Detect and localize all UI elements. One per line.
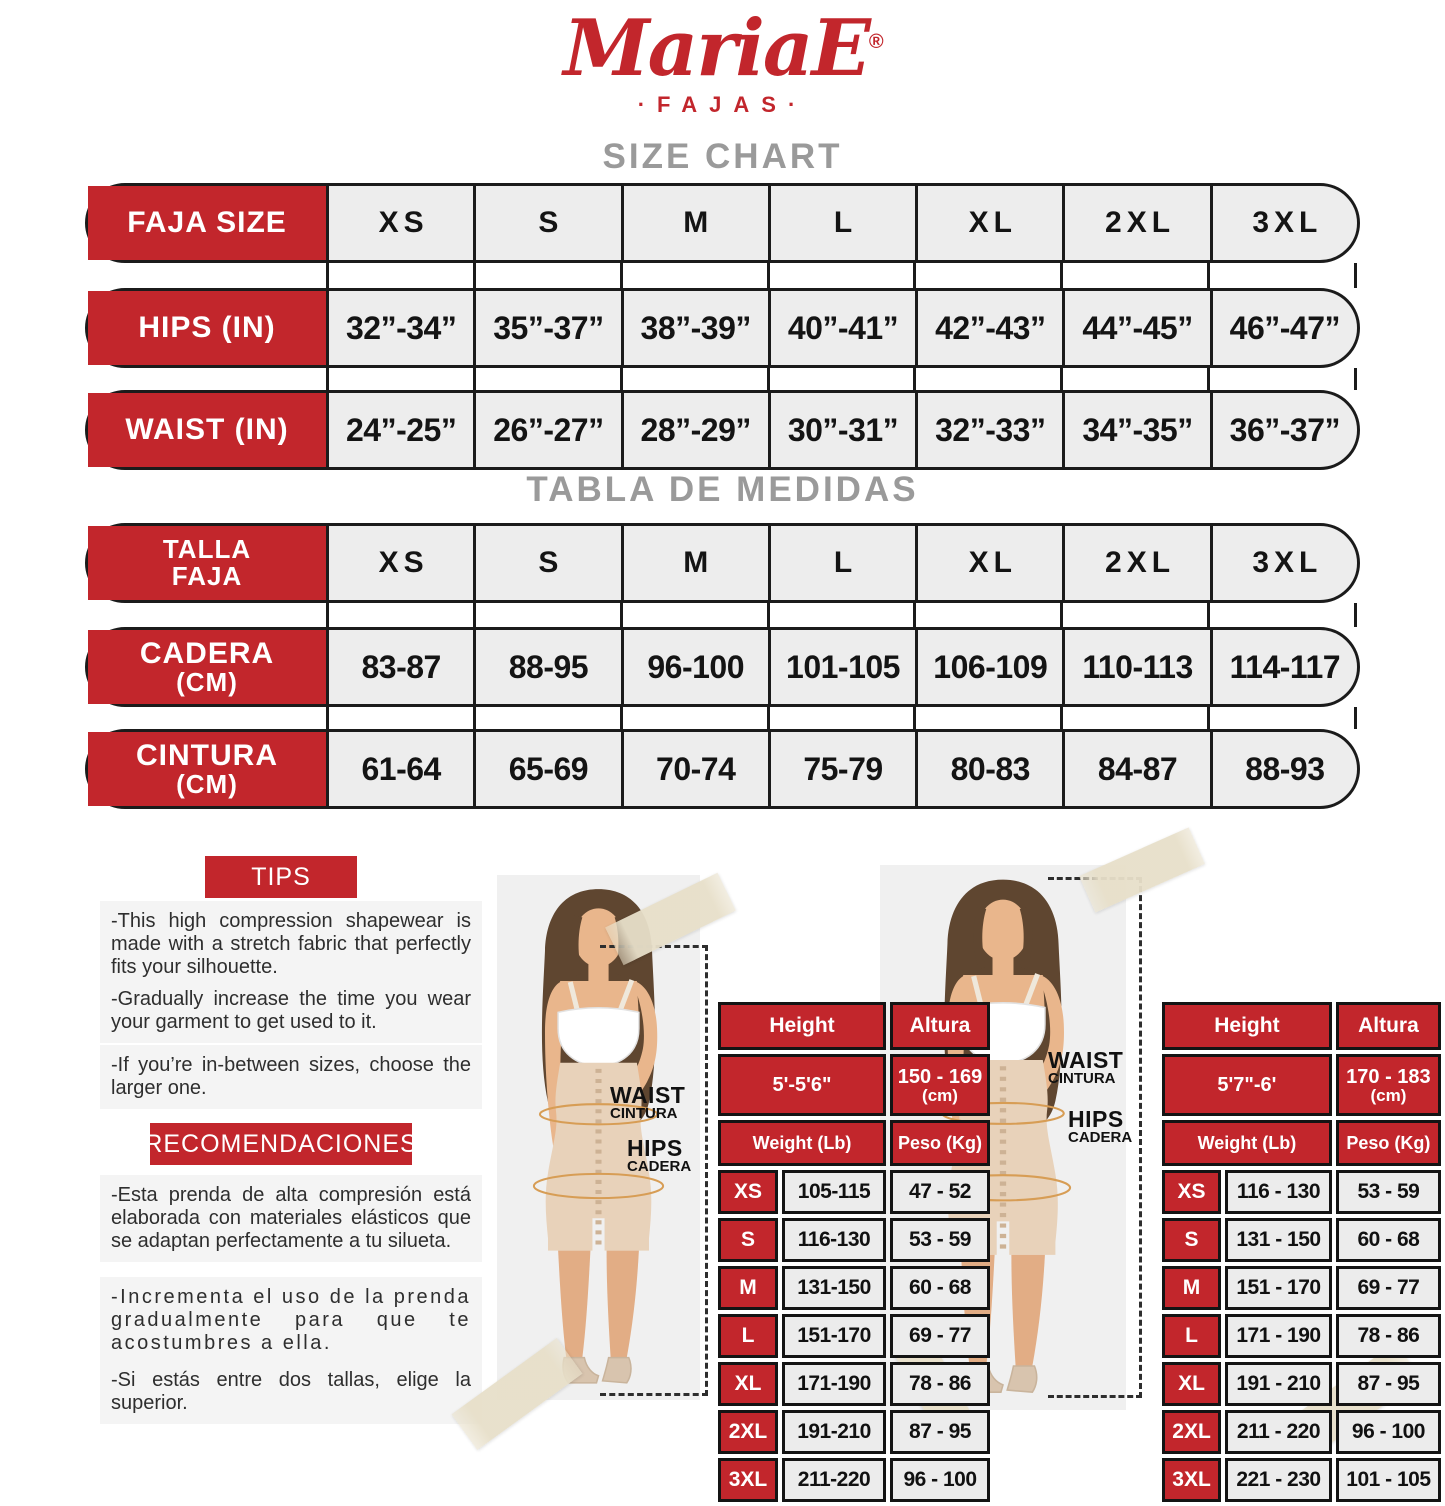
waist-row [85,390,1360,470]
value-cell: 32”-33” [915,393,1062,467]
size-cell: XL [915,186,1062,260]
dashed-frame [600,945,708,1396]
value-cell: 106-109 [915,630,1062,704]
value-cell: 38”-39” [621,291,768,365]
weight-table-tall [1158,998,1445,1506]
size-cell: L [1162,1314,1221,1358]
tabla-heading: TABLA DE MEDIDAS [526,470,919,509]
cintura-label [88,732,326,806]
size-cell: 2XL [1062,526,1209,600]
value-cell: 24”-25” [326,393,473,467]
hips-label: HIPS (IN) [88,291,326,365]
weight-table-short [714,998,994,1506]
kg-cell: 96 - 100 [1336,1410,1441,1454]
faja-size-row [85,183,1360,263]
waist-callout-en: WAIST [610,1082,686,1108]
size-cell: XS [326,186,473,260]
value-cell: 96-100 [621,630,768,704]
value-cell: 28”-29” [621,393,768,467]
size-cell: S [718,1218,778,1262]
kg-cell: 78 - 86 [1336,1314,1441,1358]
size-cell: S [473,526,620,600]
value-cell: 42”-43” [915,291,1062,365]
lb-cell: 116-130 [782,1218,886,1262]
waist-callout-es: CINTURA [1048,1069,1116,1087]
recommendation-item: -Incrementa el uso de la prenda gradualmente para que te acostumbres a ella. [100,1277,482,1364]
altura-range [1336,1054,1441,1116]
altura-range [890,1054,990,1116]
table-connector [326,707,1357,729]
value-cell: 83-87 [326,630,473,704]
size-cell: XS [326,526,473,600]
size-cell: M [621,186,768,260]
peso-kg-header: Peso (Kg) [890,1120,990,1166]
brand-name [0,3,1445,94]
height-header: Height [1162,1002,1332,1050]
lb-cell: 131 - 150 [1225,1218,1332,1262]
cadera-label-line1: CADERA [139,636,275,670]
lb-cell: 191 - 210 [1225,1362,1332,1406]
kg-cell: 87 - 95 [1336,1362,1441,1406]
cadera-row [85,627,1360,707]
hips-callout-en: HIPS [1068,1106,1124,1132]
size-cell: S [473,186,620,260]
lb-cell: 171 - 190 [1225,1314,1332,1358]
talla-faja-row [85,523,1360,603]
weight-lb-header: Weight (Lb) [1162,1120,1332,1166]
cintura-row [85,729,1360,809]
value-cell: 40”-41” [768,291,915,365]
lb-cell: 211 - 220 [1225,1410,1332,1454]
size-cell: XS [718,1170,778,1214]
size-cell: L [718,1314,778,1358]
cadera-label-line2: (CM) [176,667,238,698]
brand-logo [0,3,1445,118]
altura-range-unit: (cm) [922,1085,958,1105]
faja-size-label: FAJA SIZE [88,186,326,260]
value-cell: 101-105 [768,630,915,704]
weight-lb-header: Weight (Lb) [718,1120,886,1166]
height-range: 5'7"-6' [1162,1054,1332,1116]
lb-cell: 191-210 [782,1410,886,1454]
lb-cell: 221 - 230 [1225,1458,1332,1502]
altura-header: Altura [890,1002,990,1050]
kg-cell: 101 - 105 [1336,1458,1441,1502]
value-cell: 75-79 [768,732,915,806]
size-chart-heading: SIZE CHART [602,137,843,176]
value-cell: 36”-37” [1210,393,1357,467]
kg-cell: 78 - 86 [890,1362,990,1406]
tip-item: -Gradually increase the time you wear your garment to get used to it. [100,979,482,1043]
table-connector [326,603,1357,627]
kg-cell: 60 - 68 [890,1266,990,1310]
value-cell: 61-64 [326,732,473,806]
table-connector [326,263,1357,288]
lb-cell: 171-190 [782,1362,886,1406]
recommendations-header: RECOMENDACIONES [150,1123,412,1165]
lb-cell: 105-115 [782,1170,886,1214]
value-cell: 80-83 [915,732,1062,806]
hips-callout-en: HIPS [627,1135,683,1161]
size-cell: 3XL [718,1458,778,1502]
registered-mark: ® [868,31,882,53]
size-cell: XS [1162,1170,1221,1214]
lb-cell: 151 - 170 [1225,1266,1332,1310]
height-header: Height [718,1002,886,1050]
size-cell: S [1162,1218,1221,1262]
brand-name-text: MariaE [563,3,869,94]
kg-cell: 53 - 59 [890,1218,990,1262]
lb-cell: 131-150 [782,1266,886,1310]
value-cell: 110-113 [1062,630,1209,704]
value-cell: 88-93 [1210,732,1357,806]
cadera-label [88,630,326,704]
cintura-label-line2: (CM) [176,769,238,800]
tips-header: TIPS [205,856,357,898]
value-cell: 84-87 [1062,732,1209,806]
dashed-frame [1048,877,1142,1398]
size-cell: M [718,1266,778,1310]
tip-item: -This high compression shapewear is made with a stretch fabric that perfectly fits your silhouette. [100,901,482,988]
size-cell: 3XL [1210,186,1357,260]
size-cell: 3XL [1210,526,1357,600]
altura-range-value: 150 - 169 [897,1065,983,1088]
size-cell: 2XL [718,1410,778,1454]
value-cell: 32”-34” [326,291,473,365]
lb-cell: 151-170 [782,1314,886,1358]
size-cell: XL [915,526,1062,600]
value-cell: 30”-31” [768,393,915,467]
value-cell: 26”-27” [473,393,620,467]
kg-cell: 87 - 95 [890,1410,990,1454]
size-cell: L [768,186,915,260]
value-cell: 46”-47” [1210,291,1357,365]
size-cell: XL [1162,1362,1221,1406]
peso-kg-header: Peso (Kg) [1336,1120,1441,1166]
kg-cell: 47 - 52 [890,1170,990,1214]
size-cell: 2XL [1162,1410,1221,1454]
tape-decoration [1079,827,1205,912]
size-cell: XL [718,1362,778,1406]
waist-label: WAIST (IN) [88,393,326,467]
hips-callout-es: CADERA [1068,1128,1133,1146]
altura-header: Altura [1336,1002,1441,1050]
kg-cell: 69 - 77 [1336,1266,1441,1310]
altura-range-value: 170 - 183 [1346,1065,1431,1088]
cintura-label-line1: CINTURA [136,738,278,772]
size-cell: 2XL [1062,186,1209,260]
talla-faja-label [88,526,326,600]
recommendation-item: -Si estás entre dos tallas, elige la superior. [100,1360,482,1424]
size-cell: M [1162,1266,1221,1310]
brand-subtitle: ·FAJAS· [637,92,808,117]
kg-cell: 53 - 59 [1336,1170,1441,1214]
value-cell: 65-69 [473,732,620,806]
waist-callout-es: CINTURA [610,1104,678,1122]
tip-item: -If you’re in-between sizes, choose the larger one. [100,1045,482,1109]
size-cell: 3XL [1162,1458,1221,1502]
value-cell: 34”-35” [1062,393,1209,467]
size-cell: L [768,526,915,600]
kg-cell: 60 - 68 [1336,1218,1441,1262]
altura-range-unit: (cm) [1370,1085,1407,1105]
table-connector [326,368,1357,390]
value-cell: 70-74 [621,732,768,806]
value-cell: 114-117 [1210,630,1357,704]
recommendation-item: -Esta prenda de alta compresión está elaborada con materiales elásticos que se adaptan perfectamente a tu silueta. [100,1175,482,1262]
value-cell: 44”-45” [1062,291,1209,365]
hips-row [85,288,1360,368]
hips-callout-es: CADERA [627,1157,692,1175]
talla-label-line1: TALLA [162,533,252,564]
value-cell: 88-95 [473,630,620,704]
lb-cell: 211-220 [782,1458,886,1502]
height-range: 5'-5'6" [718,1054,886,1116]
waist-callout-en: WAIST [1048,1047,1124,1073]
kg-cell: 69 - 77 [890,1314,990,1358]
value-cell: 35”-37” [473,291,620,365]
talla-label-line2: FAJA [171,561,243,591]
kg-cell: 96 - 100 [890,1458,990,1502]
size-cell: M [621,526,768,600]
lb-cell: 116 - 130 [1225,1170,1332,1214]
